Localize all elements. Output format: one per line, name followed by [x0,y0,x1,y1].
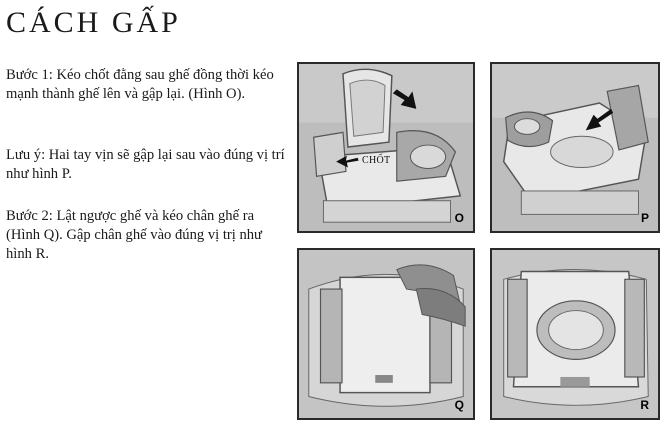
latch-callout-label: CHỐT [362,155,391,166]
figure-q-label: Q [454,398,464,412]
figure-p-illustration [492,64,658,231]
figure-r-illustration [492,250,658,418]
page-title: CÁCH GẤP [6,6,181,39]
step-1-text: Bước 1: Kéo chốt đằng sau ghế đồng thời kéo mạnh thành ghế lên và gập lại. (Hình O). [6,67,274,102]
note-text: Lưu ý: Hai tay vịn sẽ gập lại sau vào đúng vị trí như hình P. [6,147,285,182]
figure-o-label: O [454,211,464,225]
figure-r-label: R [640,398,649,412]
figure-p-label: P [640,211,649,225]
figure-q-photo [297,248,475,420]
figure-r-photo [490,248,660,420]
figure-p-photo [490,62,660,233]
step-2-text: Bước 2: Lật ngược ghế và kéo chân ghế ra (Hình Q). Gập chân ghế vào đúng vị trị như hình R. [6,208,262,262]
figure-o-illustration [299,64,473,231]
figure-q-illustration [299,250,473,418]
figure-o-photo [297,62,475,233]
